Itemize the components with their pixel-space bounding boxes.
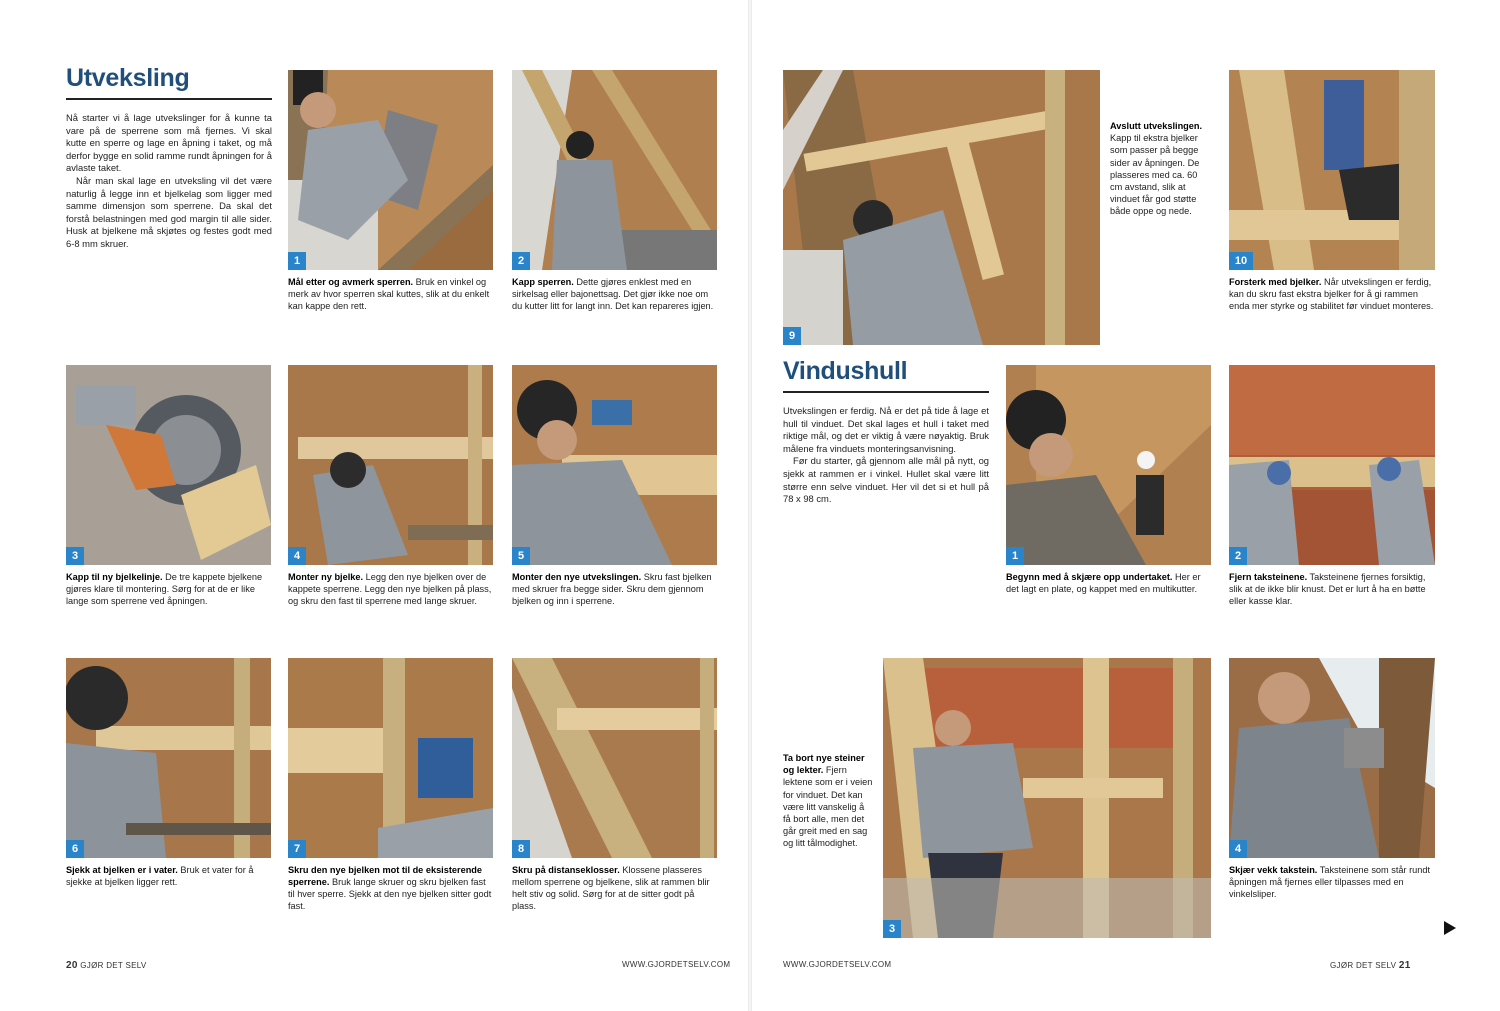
right-folio xyxy=(1330,960,1411,971)
photo-step-10 xyxy=(1229,70,1435,270)
step-number-badge: 7 xyxy=(288,840,306,858)
magazine-name: GJØR DET SELV xyxy=(80,961,147,970)
section-heading-vindushull: Vindushull xyxy=(783,357,908,385)
caption-step-5 xyxy=(512,571,717,607)
caption-title: Avslutt utvekslingen. xyxy=(1110,121,1203,131)
caption-title: Mål etter og avmerk sperren. xyxy=(288,277,414,287)
right-folio-url: WWW.GJORDETSELV.COM xyxy=(783,960,892,969)
caption-vindushull-step-1 xyxy=(1006,571,1211,595)
step-number-badge: 3 xyxy=(883,920,901,938)
step-number-badge: 1 xyxy=(1006,547,1024,565)
photo-step-8 xyxy=(512,658,717,858)
caption-step-8 xyxy=(512,864,717,912)
caption-vindushull-step-2 xyxy=(1229,571,1435,607)
photo-step-2 xyxy=(512,70,717,270)
step-number-badge: 3 xyxy=(66,547,84,565)
caption-step-3 xyxy=(66,571,271,607)
caption-text: Bruk lange skruer og skru bjelken fast til hver sperre. Sjekk at den nye bjelken sitter godt fast. xyxy=(288,877,492,911)
photo-vindushull-step-2 xyxy=(1229,365,1435,565)
step-number-badge: 9 xyxy=(783,327,801,345)
caption-title: Kapp sperren. xyxy=(512,277,574,287)
intro-text xyxy=(66,112,272,251)
caption-step-1 xyxy=(288,276,493,312)
intro-paragraph: Når man skal lage en utveksling vil det være naturlig å legge inn et bjelkelag som ligger med samme dimensjon som sperrene. Da skal det forstå belastningen med god margin til alle sider. Husk at bjelkene må skjøtes og festes godt med 6-8 mm skruer. xyxy=(66,174,272,249)
heading-rule xyxy=(66,98,272,100)
caption-title: Monter den nye utvekslingen. xyxy=(512,572,642,582)
step-number-badge: 5 xyxy=(512,547,530,565)
caption-text: Kapp til ekstra bjelker som passer på begge sider av åpningen. De plasseres med ca. 60 cm avstand, slik at vinduet får god støtte både oppe og nede. xyxy=(1110,133,1200,217)
caption-title: Skru på distanseklosser. xyxy=(512,865,620,875)
caption-step-10 xyxy=(1229,276,1435,312)
caption-title: Kapp til ny bjelkelinje. xyxy=(66,572,163,582)
caption-text: Bruk et vater for å sjekke at bjelken ligger rett. xyxy=(66,865,254,887)
caption-text: Dette gjøres enklest med en sirkelsag eller bajonettsag. Det gjør ikke noe om du kutter litt for langt inn. Det kan repareres igjen. xyxy=(512,277,714,311)
caption-title: Ta bort nye steiner og lekter. xyxy=(783,753,865,776)
photo-step-6 xyxy=(66,658,271,858)
caption-step-2 xyxy=(512,276,717,312)
caption-title: Skru den nye bjelken mot til de eksisterende sperrene. xyxy=(288,865,483,887)
caption-text: Taksteinene fjernes forsiktig, slik at de ikke blir knust. Det er lurt å ha en bøtte eller kasse klar. xyxy=(1229,572,1426,606)
continue-arrow-icon xyxy=(1444,921,1456,935)
caption-title: Monter ny bjelke. xyxy=(288,572,364,582)
caption-title: Fjern taksteinene. xyxy=(1229,572,1308,582)
caption-text: Skru fast bjelken med skruer fra begge sider. Skru dem gjennom bjelken og inn i sperrene. xyxy=(512,572,712,606)
step-number-badge: 4 xyxy=(288,547,306,565)
step-number-badge: 2 xyxy=(512,252,530,270)
photo-step-9 xyxy=(783,70,1100,345)
photo-vindushull-step-3 xyxy=(883,658,1211,938)
caption-text: Her er det lagt en plate, og kappet med en multikutter. xyxy=(1006,572,1201,594)
intro-paragraph: Før du starter, gå gjennom alle mål på nytt, og sjekk at rammen er i vinkel. Hullet skal være litt større enn selve vinduet. Her vil det si et hull på 78 x 98 cm. xyxy=(783,455,989,505)
caption-title: Sjekk at bjelken er i vater. xyxy=(66,865,178,875)
step-number-badge: 8 xyxy=(512,840,530,858)
caption-text: Taksteinene som står rundt åpningen må fjernes eller tilpasses med en vinkelsliper. xyxy=(1229,865,1431,899)
caption-title: Skjær vekk takstein. xyxy=(1229,865,1318,875)
intro-paragraph: Nå starter vi å lage utvekslinger for å kunne ta vare på de sperrene som må fjernes. Vi skal kutte en sperre og lage en åpning i taket, og må derfor bygge en solid ramme rundt åpningen for å avlaste taket. xyxy=(66,112,272,174)
caption-step-4 xyxy=(288,571,493,607)
photo-step-7 xyxy=(288,658,493,858)
step-number-badge: 10 xyxy=(1229,252,1253,270)
step-number-badge: 6 xyxy=(66,840,84,858)
caption-step-6 xyxy=(66,864,271,888)
page-number: 20 xyxy=(66,960,78,971)
left-folio-url: WWW.GJORDETSELV.COM xyxy=(622,960,731,969)
heading-rule xyxy=(783,391,989,393)
caption-text: De tre kappete bjelkene gjøres klare til montering. Sørg for at de er like lange som sperrene ved åpningen. xyxy=(66,572,263,606)
intro-text xyxy=(783,405,989,506)
caption-step-9 xyxy=(1110,120,1210,218)
caption-title: Begynn med å skjære opp undertaket. xyxy=(1006,572,1173,582)
caption-vindushull-step-4 xyxy=(1229,864,1435,900)
step-number-badge: 4 xyxy=(1229,840,1247,858)
caption-text: Når utvekslingen er ferdig, kan du skru fast ekstra bjelker for å gi rammen enda mer styrke og stabilitet før vinduet monteres. xyxy=(1229,277,1434,311)
photo-step-3 xyxy=(66,365,271,565)
photo-vindushull-step-1 xyxy=(1006,365,1211,565)
caption-title: Forsterk med bjelker. xyxy=(1229,277,1322,287)
photo-vindushull-step-4 xyxy=(1229,658,1435,858)
intro-paragraph: Utvekslingen er ferdig. Nå er det på tide å lage et hull til vinduet. Det skal lages et hull i taket med riktige mål, og det er viktig å være nøyaktig. Bruk målene fra vinduets monteringsanvisning. xyxy=(783,405,989,454)
page-number: 21 xyxy=(1398,960,1411,971)
step-number-badge: 2 xyxy=(1229,547,1247,565)
caption-vindushull-step-3 xyxy=(783,752,873,850)
caption-text: Fjern lektene som er i veien for vinduet. Det kan være litt vanskelig å få bort alle, men det går greit med en sag og litt tålmodighet. xyxy=(783,765,873,849)
photo-step-5 xyxy=(512,365,717,565)
photo-step-1 xyxy=(288,70,493,270)
photo-step-4 xyxy=(288,365,493,565)
caption-text: Legg den nye bjelken over de kappete sperrene. Legg den nye bjelken på plass, og skru den fast til sperrene med lange skruer. xyxy=(288,572,492,606)
caption-text: Klossene plasseres mellom sperrene og bjelkene, slik at rammen blir helt stiv og solid. Sørg for at de sitter godt på plass. xyxy=(512,865,710,911)
spread-gutter xyxy=(748,0,752,1011)
section-heading-utveksling: Utveksling xyxy=(66,64,190,92)
caption-text: Bruk en vinkel og merk av hvor sperren skal kuttes, slik at du enkelt kan kappe den rett. xyxy=(288,277,490,311)
magazine-name: GJØR DET SELV xyxy=(1330,961,1397,970)
step-number-badge: 1 xyxy=(288,252,306,270)
caption-step-7 xyxy=(288,864,493,912)
left-folio xyxy=(66,960,147,971)
